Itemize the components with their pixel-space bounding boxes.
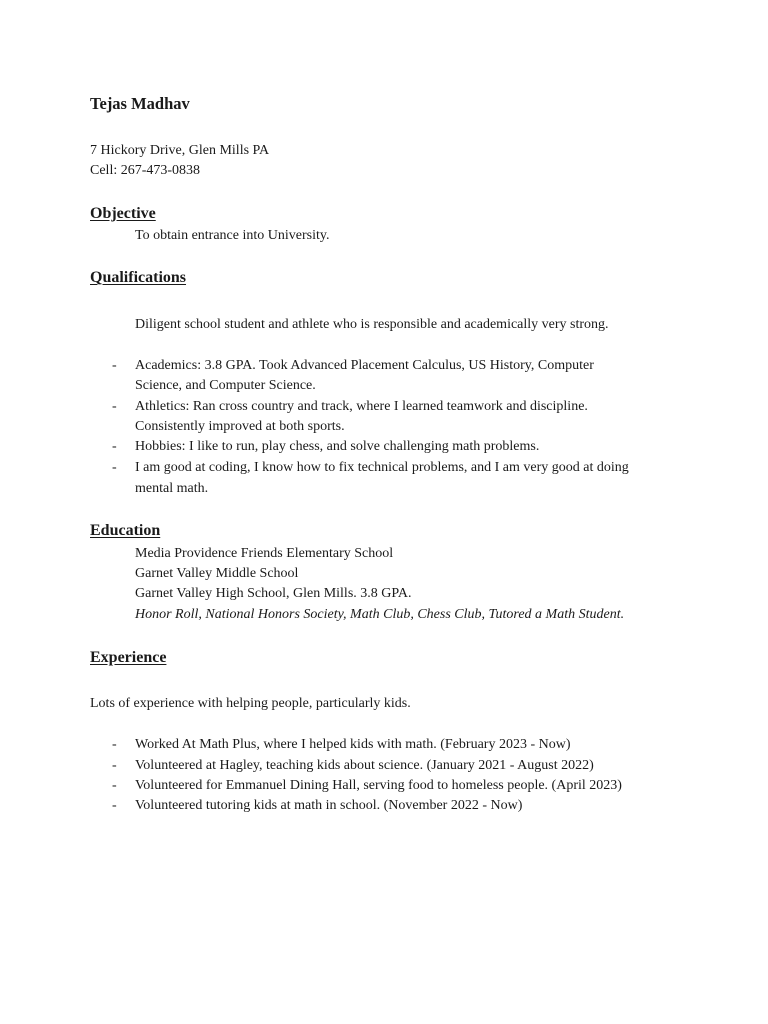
bullet-marker: - (112, 460, 117, 475)
bullet-marker: - (112, 778, 117, 793)
education-school: Garnet Valley Middle School (135, 566, 299, 581)
list-item-text-continued: Consistently improved at both sports. (135, 419, 345, 434)
list-item-text: Volunteered for Emmanuel Dining Hall, serving food to homeless people. (April 2023) (135, 778, 622, 793)
education-school: Garnet Valley High School, Glen Mills. 3.8 GPA. (135, 586, 412, 601)
list-item-text: Volunteered tutoring kids at math in school. (November 2022 - Now) (135, 798, 523, 813)
bullet-marker: - (112, 358, 117, 373)
list-item-text: Worked At Math Plus, where I helped kids with math. (February 2023 - Now) (135, 737, 571, 752)
resume-name: Tejas Madhav (90, 94, 190, 113)
bullet-marker: - (112, 737, 117, 752)
education-heading: Education (90, 522, 161, 539)
bullet-marker: - (112, 798, 117, 813)
education-honors: Honor Roll, National Honors Society, Math Club, Chess Club, Tutored a Math Student. (135, 607, 625, 622)
list-item-text-continued: Science, and Computer Science. (135, 378, 316, 393)
contact-cell: Cell: 267-473-0838 (90, 163, 201, 178)
objective-heading: Objective (90, 205, 156, 222)
qualifications-summary: Diligent school student and athlete who is responsible and academically very strong. (135, 317, 609, 332)
list-item-text: Volunteered at Hagley, teaching kids about science. (January 2021 - August 2022) (135, 758, 594, 773)
list-item-text-continued: mental math. (135, 481, 209, 496)
bullet-marker: - (112, 399, 117, 414)
experience-heading: Experience (90, 649, 167, 666)
education-school: Media Providence Friends Elementary School (135, 546, 394, 561)
list-item-text: I am good at coding, I know how to fix technical problems, and I am very good at doing (135, 460, 629, 475)
contact-address: 7 Hickory Drive, Glen Mills PA (90, 143, 270, 158)
objective-text: To obtain entrance into University. (135, 228, 330, 243)
bullet-marker: - (112, 439, 117, 454)
list-item-text: Athletics: Ran cross country and track, where I learned teamwork and discipline. (135, 399, 588, 414)
bullet-marker: - (112, 758, 117, 773)
qualifications-heading: Qualifications (90, 269, 187, 286)
list-item-text: Hobbies: I like to run, play chess, and solve challenging math problems. (135, 439, 540, 454)
experience-summary: Lots of experience with helping people, particularly kids. (90, 696, 411, 711)
list-item-text: Academics: 3.8 GPA. Took Advanced Placement Calculus, US History, Computer (135, 358, 594, 373)
